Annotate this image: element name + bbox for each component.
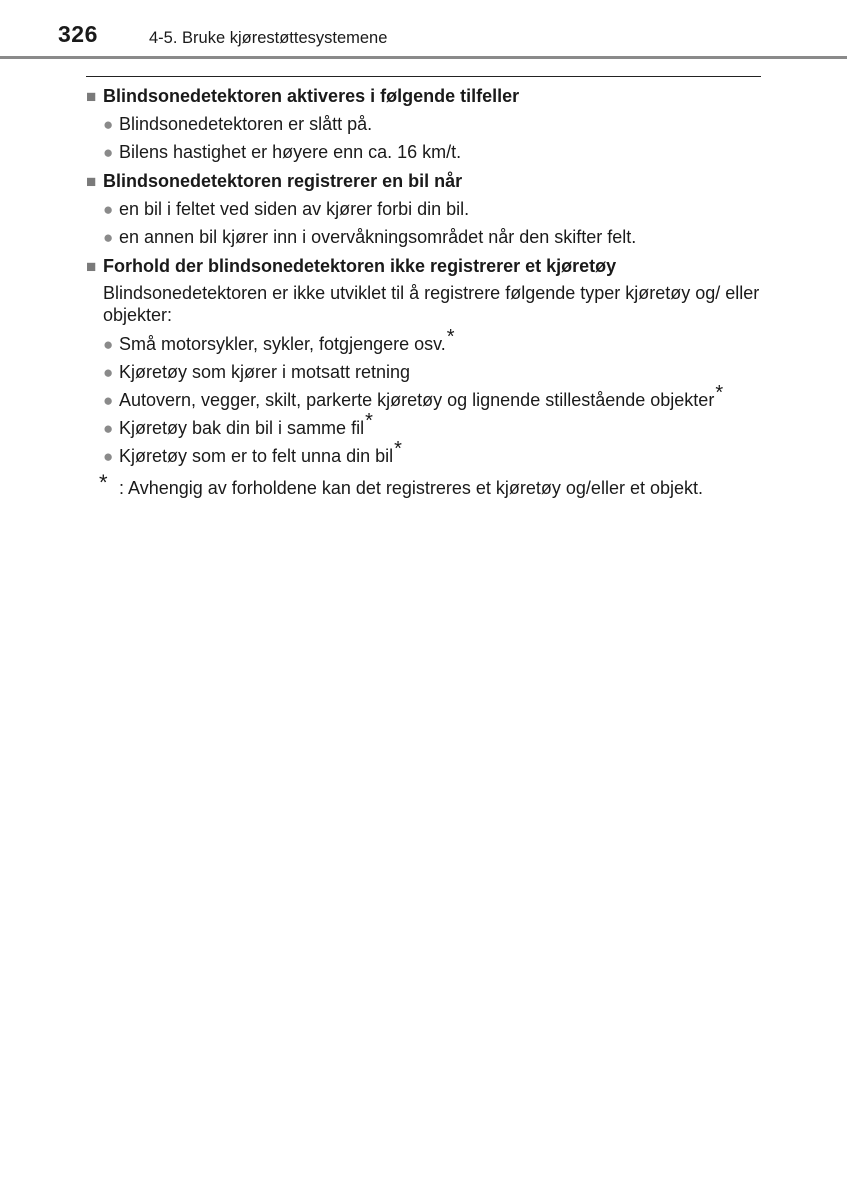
footnote-star: * [99,470,108,495]
list-item [86,382,766,416]
list-item-text: Kjøretøy som er to felt unna din bil [119,446,394,466]
page-number: 326 [58,21,98,47]
footnote-marker: * [394,438,402,460]
bullet-icon: ● [103,200,114,219]
footnote-marker: * [446,326,455,348]
list-item-text: Autovern, vegger, skilt, parkerte kjøretøy og lignende stillestående objekter [119,390,715,410]
list-item [86,326,766,360]
footnote-text: : Avhengig av forholdene kan det registreres et kjøretøy og/eller et objekt. [119,478,703,498]
list-item [86,140,766,168]
list-item-text: Blindsonedetektoren er slått på. [119,114,373,134]
bullet-icon: ● [103,419,114,438]
list-item-text: Bilens hastighet er høyere enn ca. 16 km/t. [119,142,462,162]
section-heading-text: Blindsonedetektoren registrerer en bil når [103,171,463,191]
list-item [86,225,766,253]
list-item-text: Små motorsykler, sykler, fotgjengere osv. [119,334,446,354]
bullet-icon: ● [103,115,114,134]
bullet-icon: ● [103,335,114,354]
list-item-text: Kjøretøy som kjører i motsatt retning [119,362,411,382]
list-item [86,410,766,444]
section-intro-paragraph: Blindsonedetektoren er ikke utviklet til å registrere følgende typer kjøretøy og/ eller objekter: [103,283,760,325]
list-item [86,438,766,472]
header-divider [0,56,847,59]
bullet-icon: ● [103,143,114,162]
list-item-text: en bil i feltet ved siden av kjører forbi din bil. [119,199,470,219]
footnote-marker: * [715,382,724,404]
list-item [86,360,766,388]
section-heading-text: Blindsonedetektoren aktiveres i følgende tilfeller [103,86,520,106]
list-item-text: en annen bil kjører inn i overvåkningsområdet når den skifter felt. [119,227,637,247]
bullet-icon: ● [103,447,114,466]
section-heading [86,254,766,282]
footnote [86,470,766,502]
bullet-icon: ● [103,363,114,382]
section-heading [86,169,766,197]
page-content [86,83,766,502]
list-item [86,197,766,225]
bullet-icon: ● [103,228,114,247]
list-item [86,112,766,140]
section-heading-text: Forhold der blindsonedetektoren ikke registrerer et kjøretøy [103,256,617,276]
section-heading [86,84,766,112]
footnote-marker: * [365,410,373,432]
square-marker-icon: ■ [86,87,97,106]
list-item-text: Kjøretøy bak din bil i samme fil [119,418,365,438]
bullet-icon: ● [103,391,114,410]
square-marker-icon: ■ [86,172,97,191]
section-divider [86,76,761,77]
chapter-title: 4-5. Bruke kjørestøttesystemene [149,29,388,47]
square-marker-icon: ■ [86,257,97,276]
